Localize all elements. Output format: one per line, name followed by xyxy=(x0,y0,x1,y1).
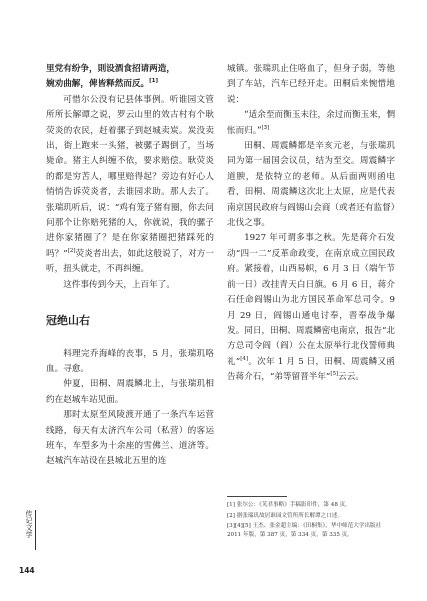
footnote-ref: [5] xyxy=(330,371,339,378)
section-title: 冠绝山右 xyxy=(46,314,90,328)
paragraph: 田桐、周震鳞都是辛亥元老，与张瑞玑同为第一届国会议员，结为至交。周震鳞字道腴，是依特立的老师。从后面两则函电看，田桐、周震鳞这次北上太原，应是代表南京国民政府与阎锡山会商（或者还有监督）北伐之事。 xyxy=(227,141,395,229)
quote-line-2: 婉劝曲解，俾皆释然而反。 xyxy=(46,79,150,90)
footnote: [1] 张尔公：《芄君事略》手稿影印件，第 48 页。 xyxy=(227,502,351,508)
quote-line-1: 里党有纷争，則设酒食招请两造， xyxy=(46,64,175,74)
paragraph-text: 可惜尔公没有记县体事例。听谁园文管所所长解谭之说，罗云山里的效古村有个耿荧炎的农民，赶着骡子到赵城卖炭。炭没卖出，街上跑来一头猪，被骡子踢倒了，当场毙命。猪主人纠缠不依，要求赔偿。耿荧炎的都是穷苦人，哪里赔得起？旁边有好心人悄悄告诉荧炎者，去谁园求助。那人去了。张瑞玑听后，说：“鸡有笼子猪有圈，你去问问那个让你赔死猪的人，你就说，我的骡子进你家猪圈了？是在你家猪圈把猪踩死的吗？” xyxy=(46,94,214,259)
footnote-ref: [1] xyxy=(149,78,158,85)
footnotes xyxy=(227,496,397,541)
footnote: [3][4][5] 王杰、张金超主编：《田桐集》，华中师范大学出版社 2011 年版，第 387 页，第 334 页，第 335 页。 xyxy=(227,523,382,538)
right-text-column xyxy=(227,62,395,386)
paragraph: 仲夏，田桐、周震鳞北上，与张瑞玑相约在赵城车站见面。 xyxy=(46,379,214,405)
paragraph-text: 1927 年可谓多事之秋。先是蒋介石发动“四一二”反革命政变，在南京成立国民政府。紧接着，山西易帜，6 月 3 日（端午节前一日）改挂青天白日旗。6 月 6 日，蒋介石任命阎锡山为北方国民革命军总司令。9 月 29 日，阎锡山通电讨奉，晋奉战争爆发。同日，田桐、周震鳞密电南京，报告“北方总司令阎（阎）公在太原举行北伐誓师典礼” xyxy=(227,233,395,367)
paragraph: 料理完乔海峰的丧事，5 月，张瑞玑咯血。寻愈。 xyxy=(46,348,214,374)
quote-text: “适余至而衡玉未往，余过而衡玉来，惘怅而归。” xyxy=(227,110,395,136)
paragraph: 那时太原至风陵渡开通了一条汽车运营线路，每天有太济汽车公司（私营）的客运班车，车型多为十余座的雪佛兰、道济等。赵城汽车站设在县城北五里的连 xyxy=(46,410,214,467)
side-section-label: 传记文学 xyxy=(21,510,36,550)
paragraph: 这件事传到今天，上百年了。 xyxy=(63,279,175,290)
footnote: [2] 据张瑞玑故居谁园文管所所长解谭之口述。 xyxy=(227,512,343,519)
paragraph-text: 荧炎者出去，如此这般说了，对方一听，扭头就走，不再纠缠。 xyxy=(46,248,214,275)
paragraph-text: 云云。 xyxy=(338,372,364,383)
page-number: 144 xyxy=(19,566,35,575)
footnote-ref: [2] xyxy=(67,248,76,255)
footnote-rule xyxy=(227,496,287,497)
footnote-ref: [3] xyxy=(261,124,270,131)
paragraph-text: 。次年 1 月 5 日，田桐、周震鳞又函告蒋介石，“弟等留晋半年” xyxy=(227,356,395,383)
paragraph xyxy=(46,93,214,278)
paragraph: 城镇。张瑞玑止住咯血了，但身子弱，等他到了车站，汽车已经开走。田桐后来惋惜地说： xyxy=(227,64,395,105)
left-text-column xyxy=(46,62,214,470)
quote-block xyxy=(227,108,395,139)
footnote-ref: [4] xyxy=(240,355,249,362)
paragraph xyxy=(227,231,395,385)
quote-block xyxy=(46,62,214,93)
